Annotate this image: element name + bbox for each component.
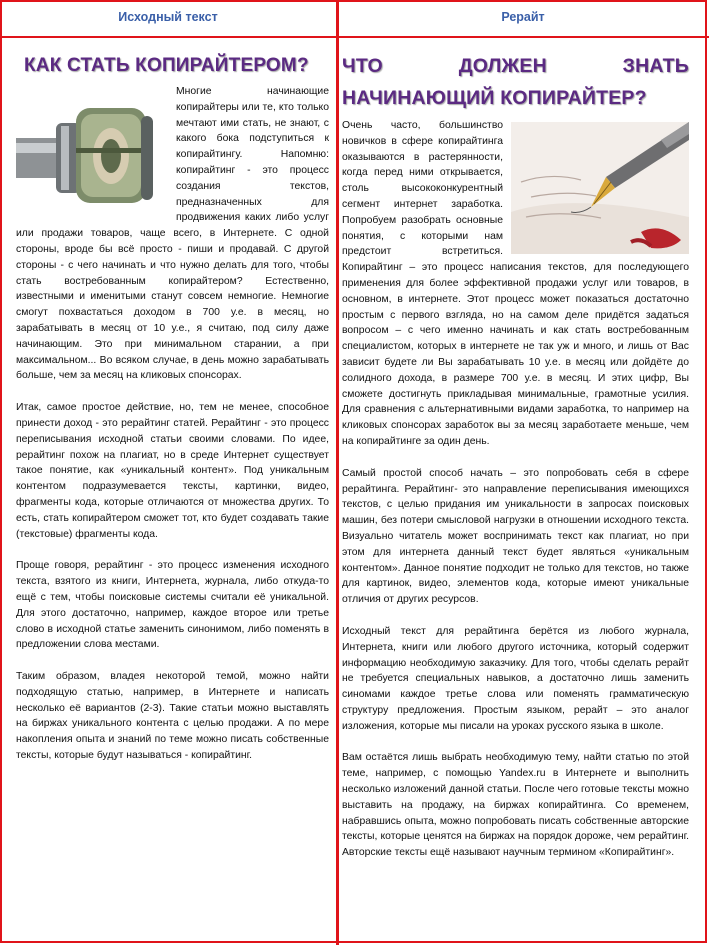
rewrite-paragraph-2: Самый простой способ начать – это попробовать себя в сфере рерайтинга. Рерайтинг- это направление переписывания имеющихся текстов, с целью придания им уникальности в запросах поисковых машин, без потери смысловой нагрузки в отношении исходного текста. Визуально читатель может воспринимать текст как плагиат, но при этом для интернета данный текст будет являться «уникальным контентом». Данное понятие подходит не только для текстов, но также для картинок, видео, элементов кода, которые имеют уникальные отличия от других ресурсов.	[342, 467, 689, 606]
source-title: КАК СТАТЬ КОПИРАЙТЕРОМ?	[24, 55, 309, 76]
money-roll-icon	[16, 88, 166, 218]
left-column-header: Исходный текст	[118, 10, 218, 24]
source-paragraph-1	[16, 84, 329, 384]
source-text-column	[16, 52, 329, 780]
source-paragraph-2: Итак, самое простое действие, но, тем не менее, способное принести доход - это рерайтинг статей. Рерайтинг - это процесс переписывания исходной статьи своими словами. По идее, рерайтинг похож на плагиат, но в среде Интернет существует такое понятие, как «уникальный контент». Под уникальным контентом подразумевается тексты, картинки, видео, фрагменты кода, которые отличаются от множества других. То есть, стать копирайтером сможет тот, кто будет создавать такие (текстовые) фрагменты кода.	[16, 402, 329, 540]
rewrite-title: ЧТО ДОЛЖЕН ЗНАТЬ НАЧИНАЮЩИЙ КОПИРАЙТЕР?	[342, 55, 689, 109]
source-paragraph-4: Таким образом, владея некоторой темой, можно найти подходящую статью, например, в Интернете и написать несколько её вариантов (2-3). Такие статьи можно выставлять на биржах уникального контента с целью продажи. А по мере накопления опыта и знаний по теме можно писать собственные тексты, которые будут называться - копирайтинг.	[16, 671, 329, 762]
column-divider	[336, 0, 339, 945]
right-column-header: Рерайт	[501, 10, 545, 24]
rewrite-paragraph-4: Вам остаётся лишь выбрать необходимую тему, найти статью по этой теме, например, с помощью Yandex.ru в Интернете и выполнить несколько изложений данной статьи. После чего готовые тексты можно выставить на продажу, на биржах копирайтинга. Со временем, набравшись опыта, можно попробовать писать собственные авторские тексты, которые ценятся на биржах на порядок дороже, чем рерайтинг. Авторские тексты ещё называют научным термином «Копирайтинг».	[342, 752, 689, 859]
source-paragraph-3: Проще говоря, рерайтинг - это процесс изменения исходного текста, взятого из книги, Интернета, журнала, либо откуда-то ещё с тем, чтобы поисковые системы считали её уникальной. Для этого достаточно, например, каждое второе или третье слово в исходной статье заменить синонимом, либо поменять в предложении слова местами.	[16, 560, 329, 651]
rewrite-paragraph-3: Исходный текст для рерайтинга берётся из любого журнала, Интернета, книги или любого другого источника, который содержит информацию необходимую заказчику. Для того, чтобы сделать рерайт не требуется специальных навыков, а достаточно лишь заменить синомами каждое третье слова или поменять грамматическую структуру предложения. Простым языком, рерайт – это аналог изложения, которые мы писали на уроках русского языка в школе.	[342, 625, 689, 732]
source-paragraph-1-text: Многие начинающие копирайтеры или те, кто только мечтают ими стать, не знают, с какого бока подступиться к копирайтингу. Напомню: копирайтинг - это процесс создания текстов, предназначенных для продвижения каких либо услуг или продажи товаров, чаще всего, в Интернете. С одной стороны, вроде бы всё просто - пиши и продавай. С другой стороны - с чего начинать и что нужно делать для того, чтобы стать востребованным копирайтером? Естественно, известными и именитыми станут совсем немногие. Немногие смогут похвастаться доходом в 700 у.е. в месяц, но зарабатывать в месяц от 10 у.е., я считаю, под силу даже начинающим. Это при минимальном старании, а при максимальном... Во всяком случае, в день можно зарабатывать больше, чем за месяц на кликовых спонсорах.	[16, 86, 329, 382]
header-divider	[0, 36, 709, 38]
rewrite-paragraph-1-text: Очень часто, большинство новичков в сфере копирайтинга оказываются в растерянности, когда перед ними открывается, столь высококонкурентный сегмент интернет заработка. Попробуем разобрать основные понятия, с которыми нам предстоит встретиться. Копирайтинг – это процесс написания текстов, для последующего применения для более эффективной продажи услуг или товаров, в основном, в интернете. Этот процесс может показаться достаточно простым с первого взгляда, но на самом деле придётся задаться вопросом – с чего именно начинать и как стать востребованным специалистом, которых в интернете не так уж и много, и лишь от Вас зависит будете ли Вы зарабатывать 10 у.е. в месяц или дойдёте до солидного дохода, в размере 700 у.е. в месяц. И этих цифр, Вы сможете достигнуть прикладывая минимальные, грамотные усилия. Для сравнения с альтернативными видами заработка, то например на кликовых спонсорах заработок вы за месяц заработаете меньше, чем на копирайтинге за один день.	[342, 120, 689, 447]
fountain-pen-icon	[511, 122, 689, 254]
rewrite-paragraph-1	[342, 118, 689, 450]
rewrite-column	[342, 52, 689, 877]
